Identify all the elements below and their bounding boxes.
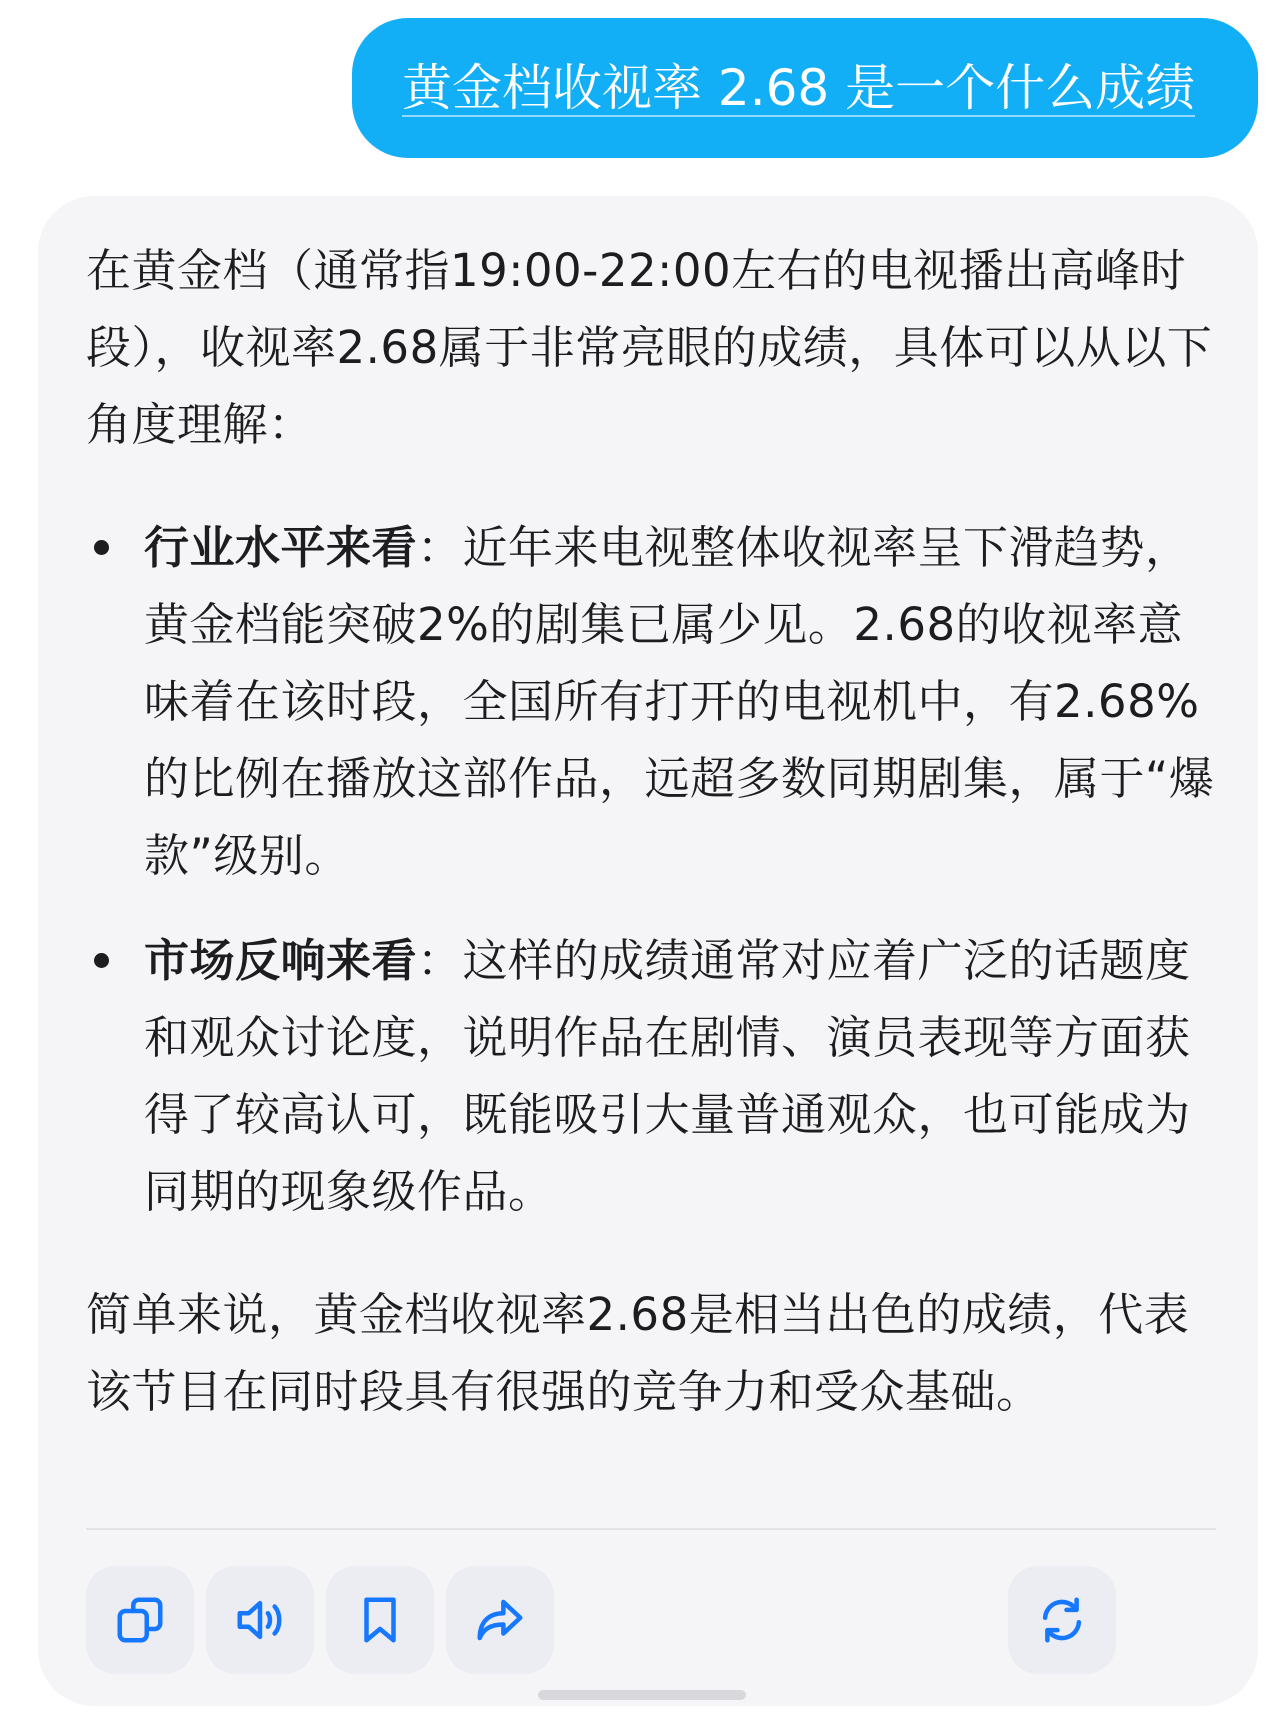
answer-action-bar bbox=[86, 1566, 1216, 1674]
bullet-title: 市场反响来看 bbox=[144, 934, 418, 987]
bookmark-button[interactable] bbox=[326, 1566, 434, 1674]
bullet-separator: ： bbox=[417, 934, 463, 987]
actions-divider bbox=[86, 1528, 1216, 1530]
answer-intro: 在黄金档（通常指19:00-22:00左右的电视播出高峰时段），收视率2.68属于非常亮眼的成绩，具体可以从以下角度理解： bbox=[86, 244, 1213, 451]
bullet-separator: ： bbox=[417, 521, 463, 574]
copy-icon bbox=[113, 1593, 167, 1647]
bullet-item-market-response bbox=[86, 922, 1216, 1230]
bullet-body: 近年来电视整体收视率呈下滑趋势，黄金档能突破2%的剧集已属少见。2.68的收视率意味着在该时段，全国所有打开的电视机中，有2.68%的比例在播放这部作品，远超多数同期剧集，属于“爆款”级别。 bbox=[144, 521, 1215, 882]
copy-button[interactable] bbox=[86, 1566, 194, 1674]
bullet-item-industry-level bbox=[86, 509, 1216, 894]
bullet-dot bbox=[94, 953, 109, 968]
bullet-body: 这样的成绩通常对应着广泛的话题度和观众讨论度，说明作品在剧情、演员表现等方面获得了较高认可，既能吸引大量普通观众，也可能成为同期的现象级作品。 bbox=[144, 934, 1191, 1218]
share-button[interactable] bbox=[446, 1566, 554, 1674]
answer-bullet-list bbox=[86, 509, 1216, 1230]
speaker-icon bbox=[233, 1593, 287, 1647]
read-aloud-button[interactable] bbox=[206, 1566, 314, 1674]
assistant-answer-card bbox=[38, 196, 1258, 1706]
answer-body bbox=[86, 232, 1216, 1430]
refresh-icon bbox=[1035, 1593, 1089, 1647]
bookmark-icon bbox=[353, 1593, 407, 1647]
home-indicator bbox=[538, 1690, 746, 1700]
bullet-title: 行业水平来看 bbox=[144, 521, 418, 574]
answer-summary: 简单来说，黄金档收视率2.68是相当出色的成绩，代表该节目在同时段具有很强的竞争力和受众基础。 bbox=[86, 1288, 1190, 1418]
user-message-bubble[interactable] bbox=[352, 18, 1258, 158]
regenerate-button[interactable] bbox=[1008, 1566, 1116, 1674]
bullet-dot bbox=[94, 540, 109, 555]
user-message-text[interactable]: 黄金档收视率 2.68 是一个什么成绩 bbox=[402, 59, 1196, 117]
share-icon bbox=[473, 1593, 527, 1647]
